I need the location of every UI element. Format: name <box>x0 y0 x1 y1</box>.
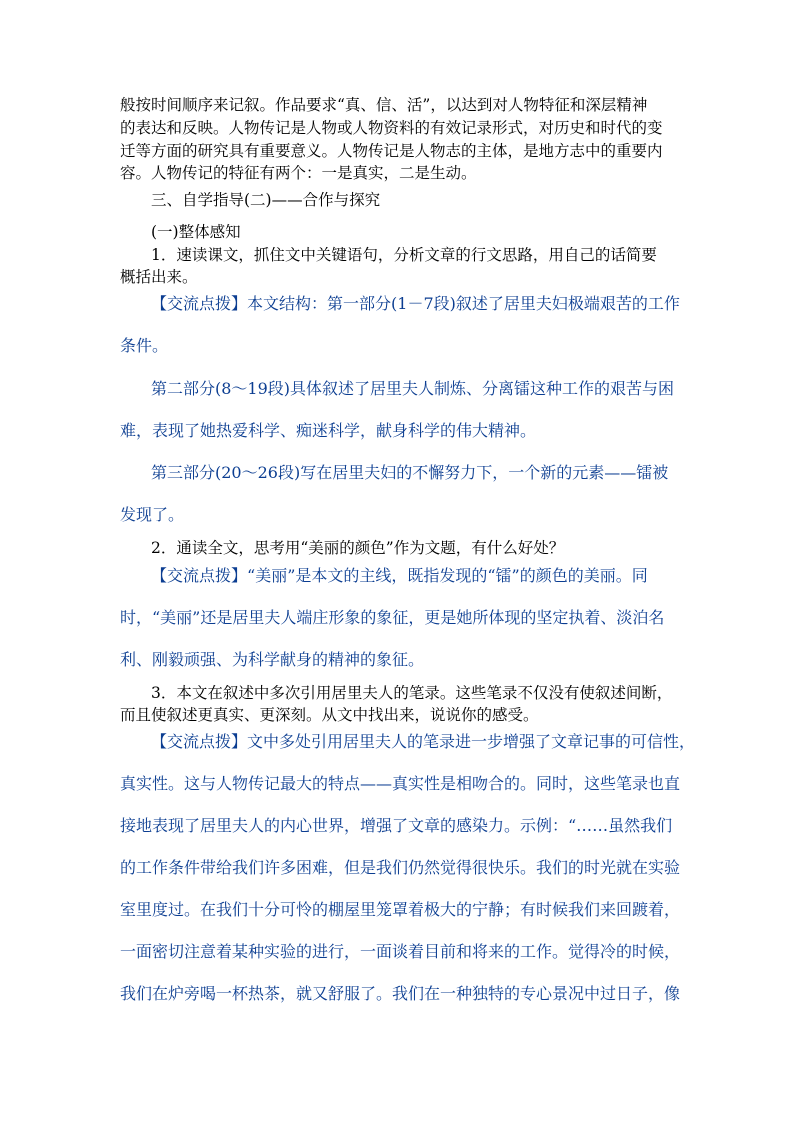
answer-2-line: 利、刚毅顽强、为科学献身的精神的象征。 <box>120 650 425 669</box>
answer-2-line: 时，“美丽”还是居里夫人端庄形象的象征，更是她所体现的坚定执着、淡泊名 <box>120 608 665 627</box>
intro-line: 容。人物传记的特征有两个：一是真实，二是生动。 <box>120 164 477 182</box>
answer-1-line <box>151 294 711 314</box>
intro-line: 迁等方面的研究具有重要意义。人物传记是人物志的主体，是地方志中的重要内 <box>120 142 663 160</box>
intro-line: 般按时间顺序来记叙。作品要求“真、信、活”，以达到对人物特征和深层精神 <box>120 96 648 114</box>
answer-3-line: 室里度过。在我们十分可怜的棚屋里笼罩着极大的宁静；有时候我们来回踱着， <box>120 900 681 919</box>
section-heading: 三、自学指导(二)——合作与探究 <box>151 191 381 209</box>
question-3-cont: 而且使叙述更真实、更深刻。从文中找出来，说说你的感受。 <box>120 706 539 724</box>
question-2: 2．通读全文，思考用“美丽的颜色”作为文题，有什么好处？ <box>151 539 565 557</box>
answer-3-line: 一面密切注意着某种实验的进行，一面谈着目前和将来的工作。觉得冷的时候， <box>120 942 681 961</box>
answer-text: 本文结构：第一部分(1－7段)叙述了居里夫妇极端艰苦的工作 <box>247 294 680 313</box>
answer-1-line: 条件。 <box>120 336 169 355</box>
answer-3-line: 的工作条件带给我们许多困难，但是我们仍然觉得很快乐。我们的时光就在实验 <box>120 858 681 877</box>
answer-1-part3: 发现了。 <box>120 505 185 524</box>
answer-3-line <box>151 732 711 752</box>
answer-2-line <box>151 566 711 586</box>
exchange-tag: 【交流点拨】 <box>151 566 248 585</box>
answer-1-part2: 第二部分(8～19段)具体叙述了居里夫人制炼、分离镭这种工作的艰苦与困 <box>151 379 675 398</box>
answer-3-line: 接地表现了居里夫人的内心世界，增强了文章的感染力。示例：“……虽然我们 <box>120 816 673 835</box>
answer-3-line: 真实性。这与人物传记最大的特点——真实性是相吻合的。同时，这些笔录也直 <box>120 774 681 793</box>
subheading: (一)整体感知 <box>151 223 241 241</box>
question-1: 1．速读课文，抓住文中关键语句，分析文章的行文思路，用自己的话简要 <box>151 246 657 264</box>
answer-1-part3: 第三部分(20～26段)写在居里夫妇的不懈努力下，一个新的元素——镭被 <box>151 463 669 482</box>
exchange-tag: 【交流点拨】 <box>151 732 248 751</box>
intro-line: 的表达和反映。人物传记是人物或人物资料的有效记录形式，对历史和时代的变 <box>120 119 663 137</box>
answer-text: 文中多处引用居里夫人的笔录进一步增强了文章记事的可信性， <box>247 732 696 751</box>
question-3: 3．本文在叙述中多次引用居里夫人的笔录。这些笔录不仅没有使叙述间断， <box>151 684 673 702</box>
answer-text: “美丽”是本文的主线，既指发现的“镭”的颜色的美丽。同 <box>247 566 648 585</box>
answer-3-line: 我们在炉旁喝一杯热茶，就又舒服了。我们在一种独特的专心景况中过日子，像 <box>120 984 681 1003</box>
exchange-tag: 【交流点拨】 <box>151 294 248 313</box>
answer-1-part2: 难，表现了她热爱科学、痴迷科学，献身科学的伟大精神。 <box>120 421 537 440</box>
question-1-cont: 概括出来。 <box>120 268 198 286</box>
